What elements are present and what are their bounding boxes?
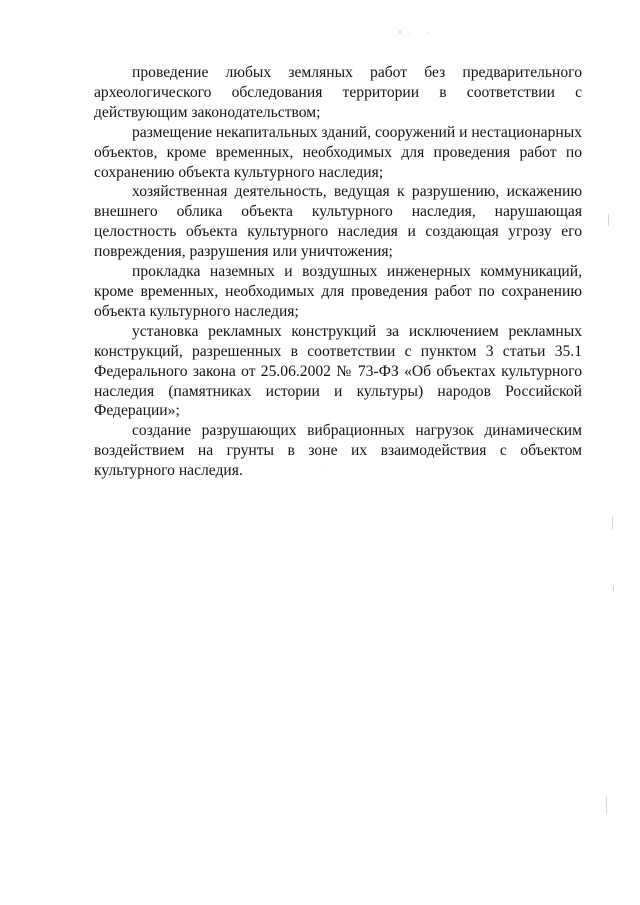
scan-speck bbox=[409, 33, 410, 34]
scan-mark bbox=[612, 516, 613, 530]
list-item: прокладка наземных и воздушных инженерных коммуникаций, кроме временных, необходимых для проведения работ по сохранению объекта культурного наследия; bbox=[94, 263, 582, 320]
scan-mark bbox=[608, 214, 609, 226]
scan-speck bbox=[427, 32, 428, 33]
scan-speck bbox=[322, 467, 323, 468]
list-item: установка рекламных конструкций за исключением рекламных конструкций, разрешенных в соответствии с пунктом 3 статьи 35.1 Федерального закона от 25.06.2002 № 73-ФЗ «Об объектах культурного наследия (памятниках истории и культуры) народов Российской Федерации»; bbox=[94, 322, 582, 420]
scan-speck bbox=[399, 31, 401, 33]
list-item: проведение любых земляных работ без предварительного археологического обследования территории в соответствии с действующим законодательством; bbox=[94, 64, 582, 121]
list-item: хозяйственная деятельность, ведущая к разрушению, искажению внешнего облика объекта культурного наследия, нарушающая целостность объекта культурного наследия и создающая угрозу его повреждения, разрушения или уничтожения; bbox=[94, 183, 582, 261]
scan-mark bbox=[613, 586, 614, 592]
document-body bbox=[94, 63, 582, 481]
list-item: создание разрушающих вибрационных нагрузок динамическим воздействием на грунты в зоне их взаимодействия с объектом культурного наследия. bbox=[94, 422, 582, 480]
scan-mark bbox=[606, 796, 607, 814]
list-item: размещение некапитальных зданий, сооружений и нестационарных объектов, кроме временных, необходимых для проведения работ по сохранению объекта культурного наследия; bbox=[94, 123, 582, 181]
